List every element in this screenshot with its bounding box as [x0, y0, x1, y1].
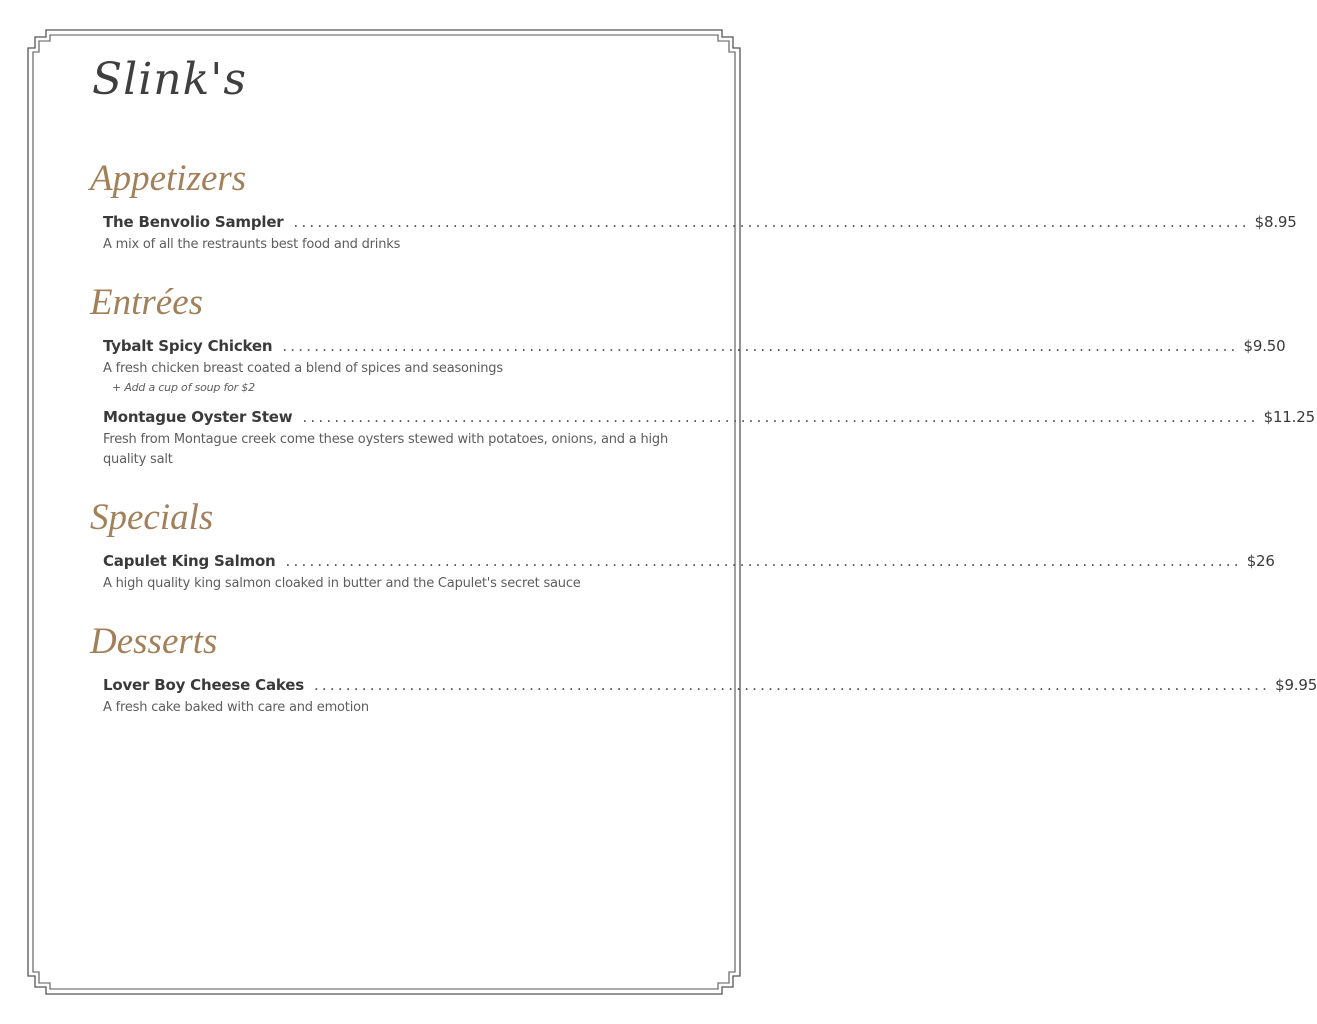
item-price: $26 [1246, 552, 1275, 570]
menu-item [103, 408, 1315, 470]
dot-leader: ........................................................................................................................ [293, 213, 1250, 231]
section-title-appetizers: Appetizers [90, 158, 247, 199]
dot-leader: ........................................................................................................................ [313, 676, 1271, 694]
menu-item [103, 676, 1317, 718]
item-description: Fresh from Montague creek come these oysters stewed with potatoes, onions, and a high quality salt [103, 432, 668, 467]
item-description: A fresh chicken breast coated a blend of spices and seasonings [103, 361, 503, 376]
item-price: $8.95 [1254, 213, 1297, 231]
section-title-desserts: Desserts [90, 621, 218, 662]
item-price: $9.50 [1243, 337, 1286, 355]
item-name: Montague Oyster Stew [103, 408, 293, 426]
item-line [103, 676, 1317, 698]
dot-leader: ........................................................................................................................ [282, 337, 1239, 355]
restaurant-name: Slink's [92, 54, 247, 105]
item-name: Lover Boy Cheese Cakes [103, 676, 304, 694]
menu-item [103, 552, 1275, 594]
item-price: $11.25 [1263, 408, 1315, 426]
item-name: Tybalt Spicy Chicken [103, 337, 273, 355]
menu-item [103, 337, 1286, 397]
item-name: The Benvolio Sampler [103, 213, 284, 231]
section-title-entrees: Entrées [90, 282, 204, 323]
item-line [103, 337, 1286, 359]
section-title-specials: Specials [90, 497, 214, 538]
item-description: A fresh cake baked with care and emotion [103, 700, 369, 715]
item-line [103, 213, 1297, 235]
item-description: A high quality king salmon cloaked in butter and the Capulet's secret sauce [103, 576, 581, 591]
item-price: $9.95 [1275, 676, 1317, 694]
item-description: A mix of all the restraunts best food and drinks [103, 237, 401, 252]
dot-leader: ........................................................................................................................ [285, 552, 1242, 570]
menu-item [103, 213, 1297, 255]
item-note: + Add a cup of soup for $2 [112, 381, 255, 394]
item-line [103, 408, 1315, 430]
item-line [103, 552, 1275, 574]
item-name: Capulet King Salmon [103, 552, 276, 570]
dot-leader: ........................................................................................................................ [302, 408, 1259, 426]
